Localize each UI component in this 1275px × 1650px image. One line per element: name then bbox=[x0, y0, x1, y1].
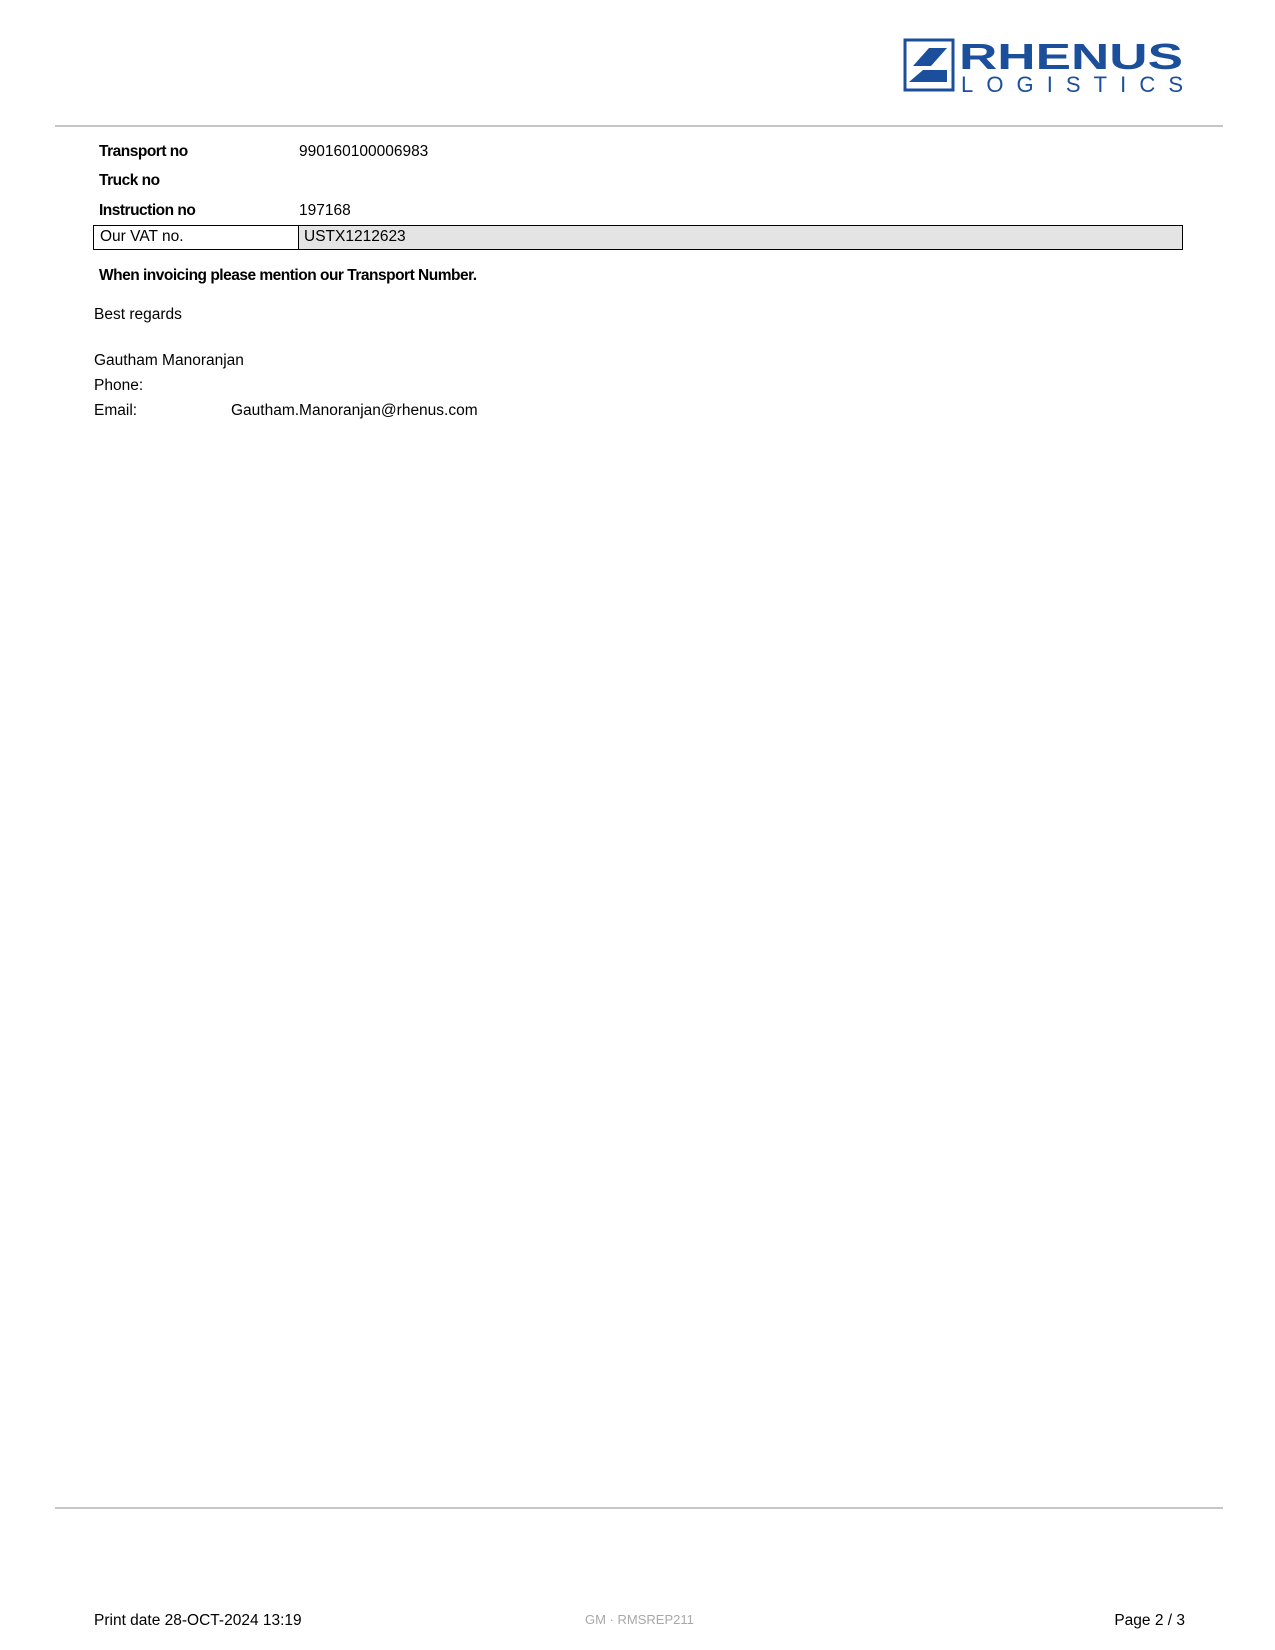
vat-value: USTX1212623 bbox=[299, 226, 1182, 249]
logo-wordmark-line1: RHENUS bbox=[959, 38, 1183, 77]
transport-no-label: Transport no bbox=[99, 143, 188, 160]
footer-divider bbox=[55, 1507, 1223, 1509]
vat-row bbox=[93, 225, 1183, 250]
sender-name: Gautham Manoranjan bbox=[94, 352, 244, 369]
transport-no-value: 990160100006983 bbox=[299, 143, 429, 160]
print-date: Print date 28-OCT-2024 13:19 bbox=[94, 1612, 302, 1629]
logo-lower-wing bbox=[909, 70, 947, 82]
instruction-no-value: 197168 bbox=[299, 202, 351, 219]
truck-no-label: Truck no bbox=[99, 172, 160, 189]
invoicing-notice: When invoicing please mention our Transport Number. bbox=[99, 267, 477, 284]
email-label: Email: bbox=[94, 402, 138, 419]
report-code: GM · RMSREP211 bbox=[585, 1612, 694, 1627]
email-value: Gautham.Manoranjan@rhenus.com bbox=[231, 402, 478, 419]
rhenus-logistics-logo bbox=[903, 38, 1185, 94]
logo-wordmark-line2: LOGISTICS bbox=[961, 72, 1183, 94]
closing-greeting: Best regards bbox=[94, 306, 182, 323]
vat-label: Our VAT no. bbox=[94, 226, 299, 249]
header-divider bbox=[55, 125, 1223, 127]
phone-label: Phone: bbox=[94, 377, 144, 394]
logo-upper-wing bbox=[913, 48, 947, 66]
page-number: Page 2 / 3 bbox=[1114, 1612, 1185, 1629]
instruction-no-label: Instruction no bbox=[99, 202, 196, 219]
